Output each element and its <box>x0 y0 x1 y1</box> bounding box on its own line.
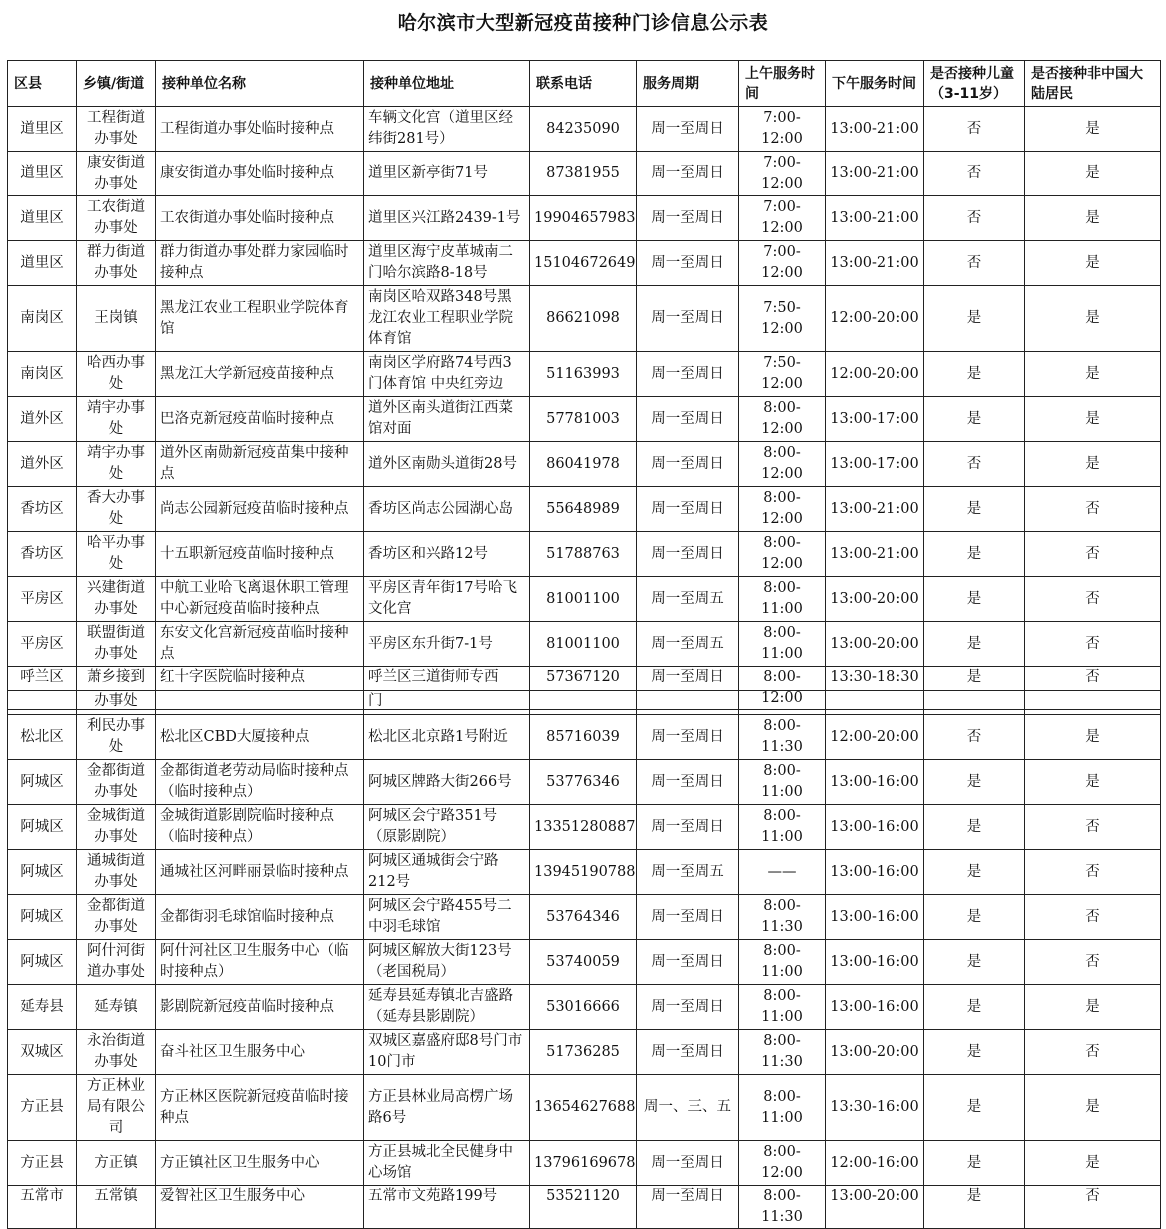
cell-period: 周一至周日 <box>637 532 739 577</box>
cell-street: 阿什河街道办事处 <box>77 940 156 985</box>
cell-children: 否 <box>924 442 1025 487</box>
cell-phone: 15104672649 <box>530 241 637 286</box>
cell-district: 道里区 <box>8 152 77 196</box>
cell-phone: 53016666 <box>530 985 637 1030</box>
cell-street: 萧乡接到 <box>77 667 156 710</box>
cell-street: 延寿镇 <box>77 985 156 1030</box>
cell-unit: 道外区南勋新冠疫苗集中接种点 <box>156 442 364 487</box>
cell-phone <box>530 691 637 715</box>
cell-children: 是 <box>924 1186 1025 1229</box>
cell-foreign: 否 <box>1025 1030 1161 1075</box>
cell-address: 方正县城北全民健身中心场馆 <box>364 1141 530 1186</box>
cell-foreign: 是 <box>1025 760 1161 805</box>
cell-phone: 53521120 <box>530 1186 637 1229</box>
cell-address: 道外区南头道街江西菜馆对面 <box>364 397 530 442</box>
cell-period: 周一至周日 <box>637 805 739 850</box>
cell-district: 延寿县 <box>8 985 77 1030</box>
cell-foreign: 否 <box>1025 1186 1161 1229</box>
cell-district: 道里区 <box>8 241 77 286</box>
cell-street: 金城街道办事处 <box>77 805 156 850</box>
table-row <box>8 805 1161 850</box>
header-unit-address: 接种单位地址 <box>364 61 530 107</box>
cell-phone: 53776346 <box>530 760 637 805</box>
cell-unit: 奋斗社区卫生服务中心 <box>156 1030 364 1075</box>
cell-foreign: 否 <box>1025 532 1161 577</box>
cell-phone: 13796169678 <box>530 1141 637 1186</box>
cell-address: 车辆文化宫（道里区经纬街281号） <box>364 107 530 152</box>
cell-phone: 57367120 <box>530 667 637 710</box>
cell-children: 是 <box>924 487 1025 532</box>
cell-district: 方正县 <box>8 1141 77 1186</box>
cell-period: 周一至周日 <box>637 442 739 487</box>
cell-address: 道外区南勋头道街28号 <box>364 442 530 487</box>
cell-unit: 红十字医院临时接种点 <box>156 667 364 710</box>
cell-period: 周一至周日 <box>637 152 739 196</box>
cell-address: 阿城区会宁路351号（原影剧院） <box>364 805 530 850</box>
cell-am: 8:00-12:00 <box>739 442 826 487</box>
header-pm-time: 下午服务时间 <box>826 61 924 107</box>
cell-district: 南岗区 <box>8 286 77 352</box>
cell-pm: 12:00-16:00 <box>826 1141 924 1186</box>
cell-phone: 81001100 <box>530 622 637 667</box>
cell-period: 周一至周日 <box>637 352 739 397</box>
cell-district: 阿城区 <box>8 850 77 895</box>
header-period: 服务周期 <box>637 61 739 107</box>
cell-children: 否 <box>924 241 1025 286</box>
table-row <box>8 107 1161 152</box>
cell-phone: 53764346 <box>530 895 637 940</box>
cell-district: 香坊区 <box>8 532 77 577</box>
cell-unit: 工程街道办事处临时接种点 <box>156 107 364 152</box>
cell-district: 松北区 <box>8 715 77 760</box>
cell-address: 平房区青年街17号哈飞文化宫 <box>364 577 530 622</box>
header-children: 是否接种儿童（3-11岁） <box>924 61 1025 107</box>
table-row <box>8 196 1161 241</box>
cell-phone: 84235090 <box>530 107 637 152</box>
cell-district: 五常市 <box>8 1186 77 1229</box>
cell-period: 周一至周日 <box>637 1141 739 1186</box>
cell-phone: 81001100 <box>530 577 637 622</box>
table-row <box>8 715 1161 760</box>
cell-street: 永治街道办事处 <box>77 1030 156 1075</box>
table-row <box>8 487 1161 532</box>
cell-unit: 尚志公园新冠疫苗临时接种点 <box>156 487 364 532</box>
cell-street: 靖宇办事处 <box>77 397 156 442</box>
cell-foreign: 否 <box>1025 850 1161 895</box>
cell-children: 是 <box>924 850 1025 895</box>
cell-unit: 爱智社区卫生服务中心 <box>156 1186 364 1229</box>
cell-street: 利民办事处 <box>77 715 156 760</box>
cell-am: 8:00-11:00 <box>739 577 826 622</box>
cell-foreign: 否 <box>1025 895 1161 940</box>
cell-foreign: 否 <box>1025 667 1161 710</box>
table-row <box>8 152 1161 196</box>
cell-foreign: 否 <box>1025 487 1161 532</box>
cell-children: 是 <box>924 1141 1025 1186</box>
cell-pm: 13:30-16:00 <box>826 1075 924 1141</box>
cell-am: 8:00-12:00 <box>739 397 826 442</box>
cell-street: 群力街道办事处 <box>77 241 156 286</box>
table-row <box>8 850 1161 895</box>
cell-address: 南岗区学府路74号西3门体育馆 中央红旁边 <box>364 352 530 397</box>
cell-address: 道里区海宁皮革城南二门哈尔滨路8-18号 <box>364 241 530 286</box>
cell-address: 延寿县延寿镇北吉盛路（延寿县影剧院） <box>364 985 530 1030</box>
cell-pm: 13:00-20:00 <box>826 577 924 622</box>
cell-foreign: 是 <box>1025 196 1161 241</box>
cell-unit: 金城街道影剧院临时接种点（临时接种点） <box>156 805 364 850</box>
cell-phone: 13945190788 <box>530 850 637 895</box>
cell-pm: 13:00-20:00 <box>826 622 924 667</box>
cell-children: 是 <box>924 1030 1025 1075</box>
cell-foreign: 是 <box>1025 442 1161 487</box>
cell-address: 香坊区尚志公园湖心岛 <box>364 487 530 532</box>
cell-address: 阿城区会宁路455号二中羽毛球馆 <box>364 895 530 940</box>
cell-children: 是 <box>924 985 1025 1030</box>
cell-street: 哈西办事处 <box>77 352 156 397</box>
cell-pm: 13:00-17:00 <box>826 397 924 442</box>
header-foreign: 是否接种非中国大陆居民 <box>1025 61 1161 107</box>
header-unit-name: 接种单位名称 <box>156 61 364 107</box>
cell-period: 周一至周日 <box>637 1030 739 1075</box>
cell-am: 8:00-11:30 <box>739 715 826 760</box>
cell-street: 王岗镇 <box>77 286 156 352</box>
cell-children: 否 <box>924 152 1025 196</box>
cell-period: 周一至周日 <box>637 940 739 985</box>
cell-pm: 13:00-16:00 <box>826 940 924 985</box>
cell-children: 是 <box>924 895 1025 940</box>
cell-period: 周一至周五 <box>637 577 739 622</box>
cell-foreign: 否 <box>1025 940 1161 985</box>
cell-address: 道里区新亭街71号 <box>364 152 530 196</box>
cell-street: 哈平办事处 <box>77 532 156 577</box>
cell-street: 方正镇 <box>77 1141 156 1186</box>
cell-district <box>8 691 77 715</box>
cell-phone: 87381955 <box>530 152 637 196</box>
cell-street: 联盟街道办事处 <box>77 622 156 667</box>
cell-district: 香坊区 <box>8 487 77 532</box>
cell-period: 周一至周日 <box>637 107 739 152</box>
cell-street: 康安街道办事处 <box>77 152 156 196</box>
cell-phone: 53740059 <box>530 940 637 985</box>
cell-unit: 方正镇社区卫生服务中心 <box>156 1141 364 1186</box>
cell-unit: 康安街道办事处临时接种点 <box>156 152 364 196</box>
cell-am: 7:00-12:00 <box>739 241 826 286</box>
cell-am: 8:00-11:00 <box>739 940 826 985</box>
cell-pm: 13:00-21:00 <box>826 241 924 286</box>
cell-phone: 13654627688 <box>530 1075 637 1141</box>
cell-phone: 86041978 <box>530 442 637 487</box>
cell-street: 方正林业局有限公司 <box>77 1075 156 1141</box>
cell-district: 平房区 <box>8 622 77 667</box>
cell-unit: 中航工业哈飞离退休职工管理中心新冠疫苗临时接种点 <box>156 577 364 622</box>
table-row <box>8 286 1161 352</box>
cell-street: 香大办事处 <box>77 487 156 532</box>
cell-address: 阿城区通城街会宁路212号 <box>364 850 530 895</box>
cell-pm: 13:00-20:00 <box>826 1186 924 1229</box>
cell-street: 通城街道办事处 <box>77 850 156 895</box>
cell-am: 7:50-12:00 <box>739 352 826 397</box>
cell-phone: 19904657983 <box>530 196 637 241</box>
cell-district: 道里区 <box>8 196 77 241</box>
cell-am <box>739 691 826 715</box>
cell-am: 7:00-12:00 <box>739 196 826 241</box>
cell-pm: 13:00-21:00 <box>826 107 924 152</box>
cell-foreign: 是 <box>1025 241 1161 286</box>
cell-pm: 13:00-21:00 <box>826 532 924 577</box>
cell-am: 8:00-11:30 <box>739 1030 826 1075</box>
cell-address: 呼兰区三道街师专西 <box>364 667 530 710</box>
cell-pm: 13:00-17:00 <box>826 442 924 487</box>
cell-period: 周一至周日 <box>637 196 739 241</box>
cell-foreign: 是 <box>1025 1075 1161 1141</box>
cell-unit <box>156 691 364 715</box>
cell-district: 阿城区 <box>8 760 77 805</box>
cell-foreign: 否 <box>1025 805 1161 850</box>
cell-phone: 57781003 <box>530 397 637 442</box>
cell-address: 阿城区牌路大街266号 <box>364 760 530 805</box>
cell-district: 道里区 <box>8 107 77 152</box>
cell-foreign: 是 <box>1025 985 1161 1030</box>
cell-pm: 13:00-21:00 <box>826 152 924 196</box>
cell-am: 7:00-12:00 <box>739 107 826 152</box>
cell-am: —— <box>739 850 826 895</box>
cell-am: 8:00-11:30 <box>739 895 826 940</box>
cell-children: 是 <box>924 622 1025 667</box>
cell-period <box>637 691 739 715</box>
table-row <box>8 442 1161 487</box>
cell-children: 否 <box>924 715 1025 760</box>
cell-unit: 影剧院新冠疫苗临时接种点 <box>156 985 364 1030</box>
cell-pm: 13:00-16:00 <box>826 760 924 805</box>
cell-pm: 13:00-16:00 <box>826 805 924 850</box>
vaccination-table-page-1 <box>7 60 1161 710</box>
cell-children: 是 <box>924 532 1025 577</box>
table-row <box>8 1030 1161 1075</box>
cell-pm: 12:00-20:00 <box>826 352 924 397</box>
table-row <box>8 985 1161 1030</box>
cell-am: 7:50-12:00 <box>739 286 826 352</box>
cell-unit: 金都街道老劳动局临时接种点（临时接种点） <box>156 760 364 805</box>
cell-am: 8:00-12:00 <box>739 667 826 710</box>
cell-period: 周一至周日 <box>637 241 739 286</box>
cell-pm: 13:00-16:00 <box>826 850 924 895</box>
cell-street: 五常镇 <box>77 1186 156 1229</box>
cell-pm: 13:00-16:00 <box>826 985 924 1030</box>
cell-street: 工农街道办事处 <box>77 196 156 241</box>
cell-period: 周一至周日 <box>637 397 739 442</box>
table-row <box>8 352 1161 397</box>
cell-pm: 13:00-16:00 <box>826 895 924 940</box>
cell-period: 周一、三、五 <box>637 1075 739 1141</box>
cell-unit: 群力街道办事处群力家园临时接种点 <box>156 241 364 286</box>
cell-unit: 黑龙江农业工程职业学院体育馆 <box>156 286 364 352</box>
cell-address: 平房区东升街7-1号 <box>364 622 530 667</box>
cell-pm: 13:00-21:00 <box>826 196 924 241</box>
cell-foreign: 否 <box>1025 622 1161 667</box>
header-am-time: 上午服务时间 <box>739 61 826 107</box>
table-header-row <box>8 61 1161 107</box>
cell-address: 五常市文苑路199号 <box>364 1186 530 1229</box>
cell-street: 靖宇办事处 <box>77 442 156 487</box>
header-street: 乡镇/街道 <box>77 61 156 107</box>
cell-unit: 黑龙江大学新冠疫苗接种点 <box>156 352 364 397</box>
table-row <box>8 1186 1161 1229</box>
cell-phone: 51788763 <box>530 532 637 577</box>
cell-street: 兴建街道办事处 <box>77 577 156 622</box>
cell-period: 周一至周五 <box>637 850 739 895</box>
table-row <box>8 1075 1161 1141</box>
cell-period: 周一至周日 <box>637 1186 739 1229</box>
table-row <box>8 622 1161 667</box>
cell-pm: 13:00-20:00 <box>826 1030 924 1075</box>
cell-period: 周一至周日 <box>637 487 739 532</box>
cell-address: 香坊区和兴路12号 <box>364 532 530 577</box>
cell-pm: 13:30-18:30 <box>826 667 924 710</box>
cell-unit: 十五职新冠疫苗临时接种点 <box>156 532 364 577</box>
cell-children: 是 <box>924 286 1025 352</box>
cell-address: 方正县林业局高楞广场路6号 <box>364 1075 530 1141</box>
cell-period: 周一至周日 <box>637 286 739 352</box>
cell-am: 8:00-11:00 <box>739 760 826 805</box>
table-row <box>8 397 1161 442</box>
cell-am: 8:00-11:00 <box>739 1075 826 1141</box>
cell-children: 是 <box>924 352 1025 397</box>
cell-district: 南岗区 <box>8 352 77 397</box>
cell-pm <box>826 691 924 715</box>
cell-street: 办事处 <box>77 691 156 715</box>
cell-foreign <box>1025 691 1161 715</box>
cell-phone: 86621098 <box>530 286 637 352</box>
cell-phone: 51736285 <box>530 1030 637 1075</box>
cell-unit: 工农街道办事处临时接种点 <box>156 196 364 241</box>
cell-foreign: 是 <box>1025 152 1161 196</box>
cell-phone: 51163993 <box>530 352 637 397</box>
cell-unit: 方正林区医院新冠疫苗临时接种点 <box>156 1075 364 1141</box>
cell-foreign: 是 <box>1025 715 1161 760</box>
table-row <box>8 1141 1161 1186</box>
table-row-continued <box>8 691 1161 715</box>
vaccination-table-page-2 <box>7 690 1161 1229</box>
cell-district: 道外区 <box>8 442 77 487</box>
table-row <box>8 241 1161 286</box>
page-title: 哈尔滨市大型新冠疫苗接种门诊信息公示表 <box>397 12 769 34</box>
cell-address: 道里区兴江路2439-1号 <box>364 196 530 241</box>
cell-children: 否 <box>924 196 1025 241</box>
cell-children: 是 <box>924 667 1025 710</box>
cell-street: 金都街道办事处 <box>77 760 156 805</box>
cell-children: 是 <box>924 760 1025 805</box>
header-district: 区县 <box>8 61 77 107</box>
cell-unit: 阿什河社区卫生服务中心（临时接种点） <box>156 940 364 985</box>
cell-unit: 东安文化宫新冠疫苗临时接种点 <box>156 622 364 667</box>
cell-am: 8:00-11:00 <box>739 985 826 1030</box>
cell-foreign: 是 <box>1025 1141 1161 1186</box>
table-row <box>8 532 1161 577</box>
cell-street: 工程街道办事处 <box>77 107 156 152</box>
cell-period: 周一至周日 <box>637 895 739 940</box>
cell-district: 阿城区 <box>8 895 77 940</box>
cell-phone: 13351280887 <box>530 805 637 850</box>
cell-district: 阿城区 <box>8 805 77 850</box>
cell-address: 阿城区解放大街123号（老国税局） <box>364 940 530 985</box>
header-phone: 联系电话 <box>530 61 637 107</box>
table-row <box>8 895 1161 940</box>
cell-phone: 85716039 <box>530 715 637 760</box>
cell-am: 8:00-11:30 <box>739 1186 826 1229</box>
cell-foreign: 是 <box>1025 107 1161 152</box>
cell-address: 南岗区哈双路348号黑龙江农业工程职业学院体育馆 <box>364 286 530 352</box>
cell-children: 是 <box>924 577 1025 622</box>
cell-am: 8:00-12:00 <box>739 1141 826 1186</box>
cell-district: 呼兰区 <box>8 667 77 710</box>
cell-district: 双城区 <box>8 1030 77 1075</box>
cell-district: 方正县 <box>8 1075 77 1141</box>
cell-foreign: 是 <box>1025 352 1161 397</box>
cell-period: 周一至周日 <box>637 760 739 805</box>
cell-children: 否 <box>924 107 1025 152</box>
cell-district: 平房区 <box>8 577 77 622</box>
cell-children: 是 <box>924 397 1025 442</box>
cell-district: 道外区 <box>8 397 77 442</box>
cell-street: 金都街道办事处 <box>77 895 156 940</box>
cell-period: 周一至周日 <box>637 715 739 760</box>
cell-period: 周一至周日 <box>637 985 739 1030</box>
cell-address: 双城区嘉盛府邸8号门市10门市 <box>364 1030 530 1075</box>
table-row <box>8 760 1161 805</box>
cell-period: 周一至周五 <box>637 622 739 667</box>
table-row <box>8 940 1161 985</box>
cell-unit: 松北区CBD大厦接种点 <box>156 715 364 760</box>
cell-foreign: 是 <box>1025 286 1161 352</box>
cell-pm: 13:00-21:00 <box>826 487 924 532</box>
cell-foreign: 是 <box>1025 397 1161 442</box>
cell-children: 是 <box>924 805 1025 850</box>
cell-foreign: 否 <box>1025 577 1161 622</box>
cell-address: 门 <box>364 691 530 715</box>
cell-children: 是 <box>924 1075 1025 1141</box>
cell-am: 8:00-12:00 <box>739 487 826 532</box>
cell-period: 周一至周日 <box>637 667 739 710</box>
table-row <box>8 577 1161 622</box>
cell-unit: 金都街羽毛球馆临时接种点 <box>156 895 364 940</box>
cell-pm: 12:00-20:00 <box>826 286 924 352</box>
cell-phone: 55648989 <box>530 487 637 532</box>
cell-children: 是 <box>924 940 1025 985</box>
cell-district: 阿城区 <box>8 940 77 985</box>
cell-am: 8:00-11:00 <box>739 805 826 850</box>
cell-address: 松北区北京路1号附近 <box>364 715 530 760</box>
cell-unit: 巴洛克新冠疫苗临时接种点 <box>156 397 364 442</box>
cell-am: 7:00-12:00 <box>739 152 826 196</box>
cell-am: 8:00-11:00 <box>739 622 826 667</box>
cell-children <box>924 691 1025 715</box>
cell-pm: 12:00-20:00 <box>826 715 924 760</box>
cell-unit: 通城社区河畔丽景临时接种点 <box>156 850 364 895</box>
cell-am: 8:00-12:00 <box>739 532 826 577</box>
